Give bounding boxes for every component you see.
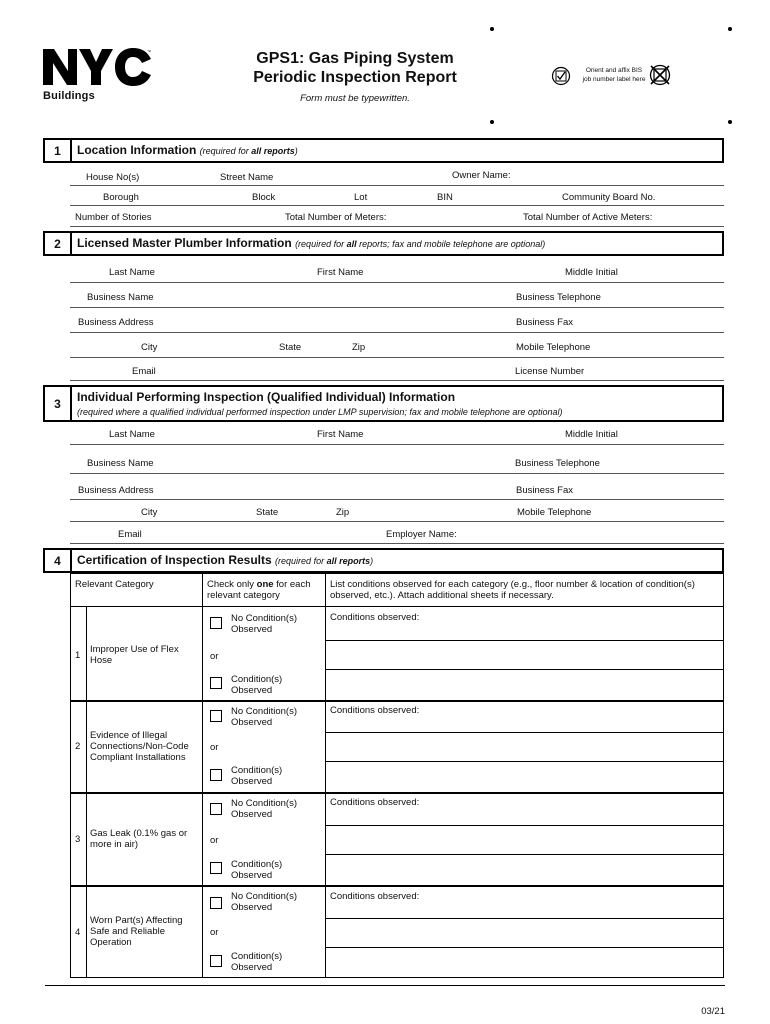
boxed-x-icon — [649, 64, 671, 86]
qi-middle-initial-label: Middle Initial — [565, 429, 618, 440]
lmp-business-fax-label: Business Fax — [516, 317, 574, 328]
conditions-input-area[interactable] — [326, 702, 723, 792]
field-rule — [70, 444, 724, 445]
field-rule — [70, 332, 724, 333]
qi-business-address-label: Business Address — [78, 485, 154, 496]
field-rule — [70, 307, 724, 308]
checkbox-check-icon — [551, 66, 571, 86]
section-note — [275, 556, 373, 566]
field-rule — [70, 357, 724, 358]
row-number: 1 — [75, 650, 81, 661]
footer-rule — [45, 985, 725, 986]
row-category-label: Gas Leak (0.1% gas or more in air) — [90, 828, 188, 850]
form-title: GPS1: Gas Piping System — [256, 50, 454, 67]
condition-label: Condition(s) Observed — [231, 674, 283, 696]
form-title-line2: Periodic Inspection Report — [253, 69, 457, 86]
owner-name-label: Owner Name: — [452, 170, 511, 181]
lmp-state-label: State — [279, 342, 302, 353]
section-subnote: (required where a qualified individual performed inspection under LMP supervision; fax and mobile telephone are optional) — [77, 407, 563, 417]
section-title-text: Location Information — [77, 143, 197, 157]
or-label: or — [210, 742, 219, 753]
field-rule — [70, 380, 724, 381]
note-bold: all — [346, 239, 357, 249]
row-number: 3 — [75, 834, 81, 845]
note-prefix: (required for — [275, 556, 327, 566]
section-title — [77, 143, 298, 157]
lmp-license-label: License Number — [515, 366, 585, 377]
note-prefix: (required for — [295, 239, 347, 249]
conditions-observed-label: Conditions observed: — [330, 797, 420, 808]
field-rule — [70, 521, 724, 522]
section-note — [295, 239, 545, 249]
note-suffix: reports; fax and mobile telephone are optional) — [356, 239, 546, 249]
note-suffix: ) — [294, 146, 298, 156]
borough-label: Borough — [103, 192, 139, 203]
section-title: Individual Performing Inspection (Qualified Individual) Information — [77, 390, 456, 404]
active-meters-label: Total Number of Active Meters: — [523, 212, 653, 223]
qi-state-label: State — [256, 507, 279, 518]
condition-label: Condition(s) Observed — [231, 951, 283, 973]
qi-business-name-label: Business Name — [87, 458, 154, 469]
row-category-label: Improper Use of Flex Hose — [90, 644, 179, 666]
section-number: 3 — [45, 387, 72, 420]
row-number: 4 — [75, 927, 81, 938]
qi-employer-label: Employer Name: — [386, 529, 457, 540]
qi-email-label: Email — [118, 529, 142, 540]
no-condition-checkbox[interactable] — [210, 897, 222, 909]
col2-bold: one — [256, 579, 274, 590]
lot-label: Lot — [354, 192, 368, 203]
qi-city-label: City — [141, 507, 158, 518]
section-title — [77, 553, 373, 567]
community-board-label: Community Board No. — [562, 192, 656, 203]
section-title — [77, 236, 545, 250]
field-rule — [70, 205, 724, 206]
col2-prefix: Check only — [207, 579, 257, 590]
lmp-email-label: Email — [132, 366, 156, 377]
condition-checkbox[interactable] — [210, 677, 222, 689]
section-title-text: Licensed Master Plumber Information — [77, 236, 292, 250]
note-bold: all reports — [251, 146, 295, 156]
field-rule — [70, 473, 724, 474]
lmp-business-name-label: Business Name — [87, 292, 154, 303]
meters-label: Total Number of Meters: — [285, 212, 387, 223]
or-label: or — [210, 927, 219, 938]
registration-mark — [728, 120, 732, 124]
conditions-input-area[interactable] — [326, 794, 723, 885]
column-header-conditions: List conditions observed for each category (e.g., floor number & location of condition(s) observed, etc.). Attach additional sheets if necessary. — [330, 579, 695, 601]
conditions-observed-label: Conditions observed: — [330, 612, 420, 623]
logo-buildings-text: Buildings — [43, 90, 95, 102]
section-number: 2 — [45, 233, 72, 254]
condition-checkbox[interactable] — [210, 955, 222, 967]
no-condition-label: No Condition(s) Observed — [231, 706, 297, 728]
lmp-business-phone-label: Business Telephone — [516, 292, 601, 303]
no-condition-label: No Condition(s) Observed — [231, 891, 297, 913]
registration-mark — [728, 27, 732, 31]
condition-label: Condition(s) Observed — [231, 765, 283, 787]
field-rule — [70, 499, 724, 500]
condition-checkbox[interactable] — [210, 769, 222, 781]
condition-label: Condition(s) Observed — [231, 859, 283, 881]
lmp-last-name-label: Last Name — [109, 267, 155, 278]
section-3-header — [43, 385, 724, 422]
conditions-input-area[interactable] — [326, 887, 723, 977]
column-header-category: Relevant Category — [75, 579, 154, 590]
section-title-text: Certification of Inspection Results — [77, 553, 272, 567]
or-label: or — [210, 651, 219, 662]
registration-mark — [490, 120, 494, 124]
qi-last-name-label: Last Name — [109, 429, 155, 440]
qi-mobile-label: Mobile Telephone — [517, 507, 592, 518]
qi-zip-label: Zip — [336, 507, 350, 518]
field-rule — [70, 185, 724, 186]
no-condition-checkbox[interactable] — [210, 617, 222, 629]
bis-label-instruction — [572, 66, 656, 84]
no-condition-checkbox[interactable] — [210, 803, 222, 815]
svg-text:™: ™ — [147, 49, 151, 54]
lmp-middle-initial-label: Middle Initial — [565, 267, 618, 278]
section-note — [200, 146, 298, 156]
column-divider — [202, 573, 203, 978]
lmp-city-label: City — [141, 342, 158, 353]
bis-line-1: Orient and affix BIS — [585, 67, 643, 74]
section-4-header — [43, 548, 724, 573]
or-label: or — [210, 835, 219, 846]
note-bold: all reports — [326, 556, 371, 566]
row-category-label: Evidence of Illegal Connections/Non-Code Compliant Installations — [90, 730, 189, 763]
field-rule — [70, 543, 724, 544]
field-rule — [70, 282, 724, 283]
bin-label: BIN — [437, 192, 453, 203]
no-condition-label: No Condition(s) Observed — [231, 613, 297, 635]
note-suffix: ) — [370, 556, 374, 566]
conditions-observed-label: Conditions observed: — [330, 705, 420, 716]
house-number-label: House No(s) — [86, 172, 140, 183]
qi-first-name-label: First Name — [317, 429, 364, 440]
form-version: 03/21 — [701, 1006, 725, 1017]
bis-line-2: job number label here — [582, 76, 646, 83]
section-number: 4 — [45, 550, 72, 571]
street-name-label: Street Name — [220, 172, 274, 183]
section-2-header — [43, 231, 724, 256]
lmp-first-name-label: First Name — [317, 267, 364, 278]
block-label: Block — [252, 192, 276, 203]
row-category-label: Worn Part(s) Affecting Safe and Reliable Operation — [90, 915, 183, 948]
conditions-input-area[interactable] — [326, 607, 723, 700]
qi-business-fax-label: Business Fax — [516, 485, 574, 496]
column-header-check — [207, 579, 323, 601]
stories-label: Number of Stories — [75, 212, 152, 223]
section-1-header — [43, 138, 724, 163]
lmp-zip-label: Zip — [352, 342, 366, 353]
nyc-logo — [43, 47, 155, 87]
col2-suffix: for each relevant category — [207, 579, 311, 601]
no-condition-checkbox[interactable] — [210, 710, 222, 722]
note-prefix: (required for — [199, 146, 252, 156]
section-number: 1 — [45, 140, 72, 161]
lmp-mobile-label: Mobile Telephone — [516, 342, 591, 353]
field-rule — [70, 226, 724, 227]
lmp-business-address-label: Business Address — [78, 317, 154, 328]
registration-mark — [490, 27, 494, 31]
row-number: 2 — [75, 741, 81, 752]
condition-checkbox[interactable] — [210, 862, 222, 874]
form-subtitle: Form must be typewritten. — [300, 93, 410, 104]
qi-business-phone-label: Business Telephone — [515, 458, 600, 469]
no-condition-label: No Condition(s) Observed — [231, 798, 297, 820]
conditions-observed-label: Conditions observed: — [330, 891, 420, 902]
